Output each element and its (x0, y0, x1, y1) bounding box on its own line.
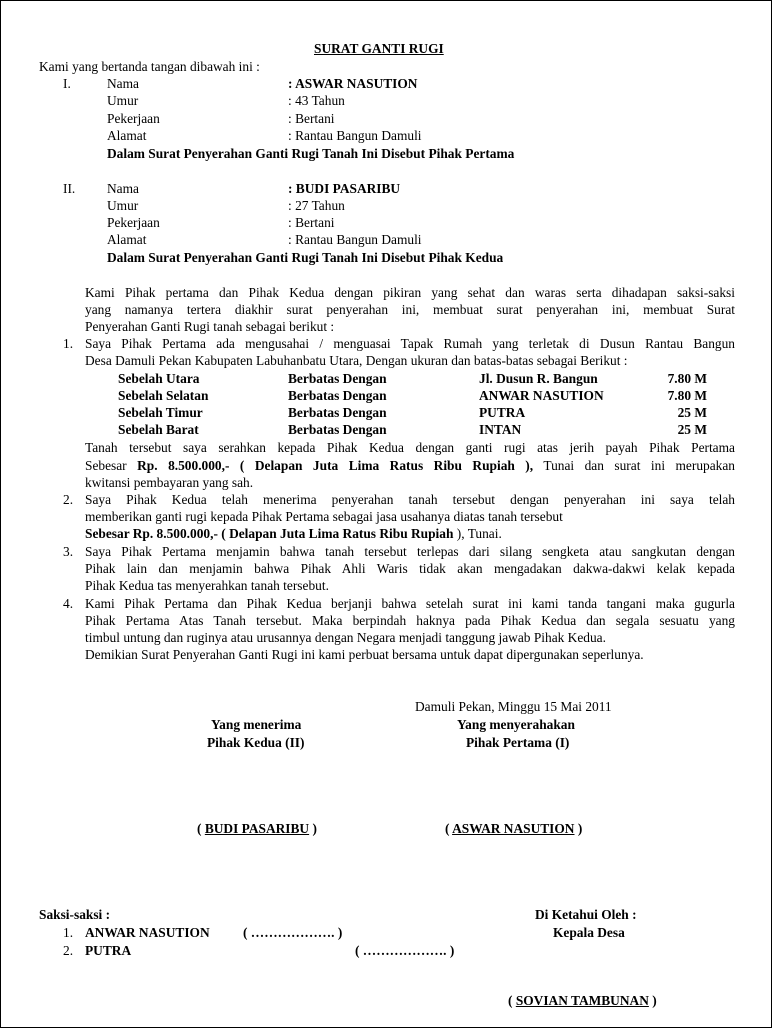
party1-label-address: Alamat (107, 128, 147, 143)
border-relation: Berbatas Dengan (288, 405, 387, 420)
party2-value-address: : Rantau Bangun Damuli (288, 232, 422, 247)
giver-signature-name: ( ASWAR NASUTION ) (445, 821, 583, 836)
witness-name: ANWAR NASUTION (85, 925, 210, 940)
item4-number: 4. (63, 596, 74, 611)
village-head-signature-name: ( SOVIAN TAMBUNAN ) (508, 993, 657, 1008)
receiver-signature-name: ( BUDI PASARIBU ) (197, 821, 317, 836)
document-title: SURAT GANTI RUGI (314, 41, 444, 56)
party2-value-job: : Bertani (288, 215, 335, 230)
item4-line-1: Kami Pihak Pertama dan Pihak Kedua berjanji bahwa setelah surat ini kami tanda tangani maka gugurla (85, 596, 735, 611)
opening-line-2: yang namanya tertera diakhir surat penyerahan ini, membuat surat penyerahan ini, membuat Surat (85, 302, 735, 317)
border-side: Sebelah Utara (118, 371, 200, 386)
receiver-role: Yang menerima (211, 717, 302, 732)
party2-designation: Dalam Surat Penyerahan Ganti Rugi Tanah Ini Disebut Pihak Kedua (107, 250, 504, 265)
border-side: Sebelah Selatan (118, 388, 209, 403)
border-size: 7.80 M (667, 388, 707, 403)
item1-after-line-2: Sebesar Rp. 8.500.000,- ( Delapan Juta Lima Ratus Ribu Rupiah ), Tunai dan surat ini merupakan (85, 458, 736, 473)
party1-label-name: Nama (107, 76, 139, 91)
item3-line-1: Saya Pihak Pertama menjamin bahwa tanah tersebut terlepas dari silang sengketa atau sangkutan dengan (85, 544, 735, 559)
party1-label-job: Pekerjaan (107, 111, 160, 126)
party2-label-age: Umur (107, 198, 139, 213)
witness-signature-blank: ( ………………. ) (355, 943, 455, 958)
party2-label-job: Pekerjaan (107, 215, 160, 230)
item1-line-2: Desa Damuli Pekan Kabupaten Labuhanbatu Utara, Dengan ukuran dan batas-batas sebagai Berikut : (85, 353, 628, 368)
border-size: 25 M (677, 422, 707, 437)
witness-number: 2. (63, 943, 74, 958)
witness-name: PUTRA (85, 943, 132, 958)
witness-number: 1. (63, 925, 74, 940)
party1-value-job: : Bertani (288, 111, 335, 126)
intro-line: Kami yang bertanda tangan dibawah ini : (39, 59, 260, 74)
item3-line-3: Pihak Kedua tas menyerahkan tanah tersebut. (85, 578, 329, 593)
item1-after-line-1: Tanah tersebut saya serahkan kepada Pihak Kedua dengan ganti rugi atas jerih payah Pihak Pertama (85, 440, 735, 455)
border-relation: Berbatas Dengan (288, 422, 387, 437)
party2-label-name: Nama (107, 181, 139, 196)
border-relation: Berbatas Dengan (288, 371, 387, 386)
item4-line-3: timbul untung dan ruginya atau urusannya dengan Negara menjadi tanggung jawab Pihak Kedua. (85, 630, 606, 645)
opening-line-1: Kami Pihak pertama dan Pihak Kedua dengan pikiran yang sehat dan waras serta dihadapan saksi-saksi (85, 285, 735, 300)
party1-value-age: : 43 Tahun (288, 93, 345, 108)
party1-designation: Dalam Surat Penyerahan Ganti Rugi Tanah Ini Disebut Pihak Pertama (107, 146, 515, 161)
receiver-party: Pihak Kedua (II) (207, 735, 305, 750)
party1-value-name: : ASWAR NASUTION (288, 76, 418, 91)
acknowledged-heading: Di Ketahui Oleh : (535, 907, 637, 922)
opening-line-3: Penyerahan Ganti Rugi tanah sebagai berikut : (85, 319, 335, 334)
item2-line-1: Saya Pihak Kedua telah menerima penyerahan tanah tersebut dengan penyerahan ini saya telah (85, 492, 735, 507)
witness-signature-blank: ( ………………. ) (243, 925, 343, 940)
party2-numeral: II. (63, 181, 76, 196)
border-name: INTAN (479, 422, 522, 437)
item3-number: 3. (63, 544, 74, 559)
border-relation: Berbatas Dengan (288, 388, 387, 403)
border-side: Sebelah Timur (118, 405, 203, 420)
item1-line-1: Saya Pihak Pertama ada mengusahai / menguasai Tapak Rumah yang terletak di Dusun Rantau Bangun (85, 336, 735, 351)
border-size: 7.80 M (667, 371, 707, 386)
item2-amount-line: Sebesar Rp. 8.500.000,- ( Delapan Juta Lima Ratus Ribu Rupiah ), Tunai. (85, 526, 502, 541)
item4-line-2: Pihak Pertama Atas Tanah tersebut. Maka berpindah haknya pada Pihak Kedua dan segala sesuatu yang (85, 613, 735, 628)
closing-line: Demikian Surat Penyerahan Ganti Rugi ini kami perbuat bersama untuk dapat dipergunakan seperlunya. (85, 647, 644, 662)
border-name: Jl. Dusun R. Bangun (479, 371, 598, 386)
item3-line-2: Pihak lain dan menjamin bahwa Pihak Ahli Waris tidak akan mengadakan dakwa-dakwi kelak kepada (85, 561, 735, 576)
border-size: 25 M (677, 405, 707, 420)
border-name: PUTRA (479, 405, 526, 420)
party2-value-name: : BUDI PASARIBU (288, 181, 401, 196)
border-side: Sebelah Barat (118, 422, 199, 437)
party2-label-address: Alamat (107, 232, 147, 247)
border-name: ANWAR NASUTION (479, 388, 604, 403)
acknowledged-title: Kepala Desa (553, 925, 625, 940)
item1-number: 1. (63, 336, 74, 351)
item2-number: 2. (63, 492, 74, 507)
item2-line-2: memberikan ganti rugi kepada Pihak Pertama sebagai jasa usahanya diatas tanah tersebut (85, 509, 563, 524)
witnesses-heading: Saksi-saksi : (39, 907, 111, 922)
giver-party: Pihak Pertama (I) (466, 735, 570, 750)
giver-role: Yang menyerahakan (457, 717, 575, 732)
place-date: Damuli Pekan, Minggu 15 Mai 2011 (415, 699, 612, 714)
party1-numeral: I. (63, 76, 71, 91)
party1-value-address: : Rantau Bangun Damuli (288, 128, 422, 143)
item1-after-line-3: kwitansi pembayaran yang sah. (85, 475, 254, 490)
party2-value-age: : 27 Tahun (288, 198, 345, 213)
party1-label-age: Umur (107, 93, 139, 108)
